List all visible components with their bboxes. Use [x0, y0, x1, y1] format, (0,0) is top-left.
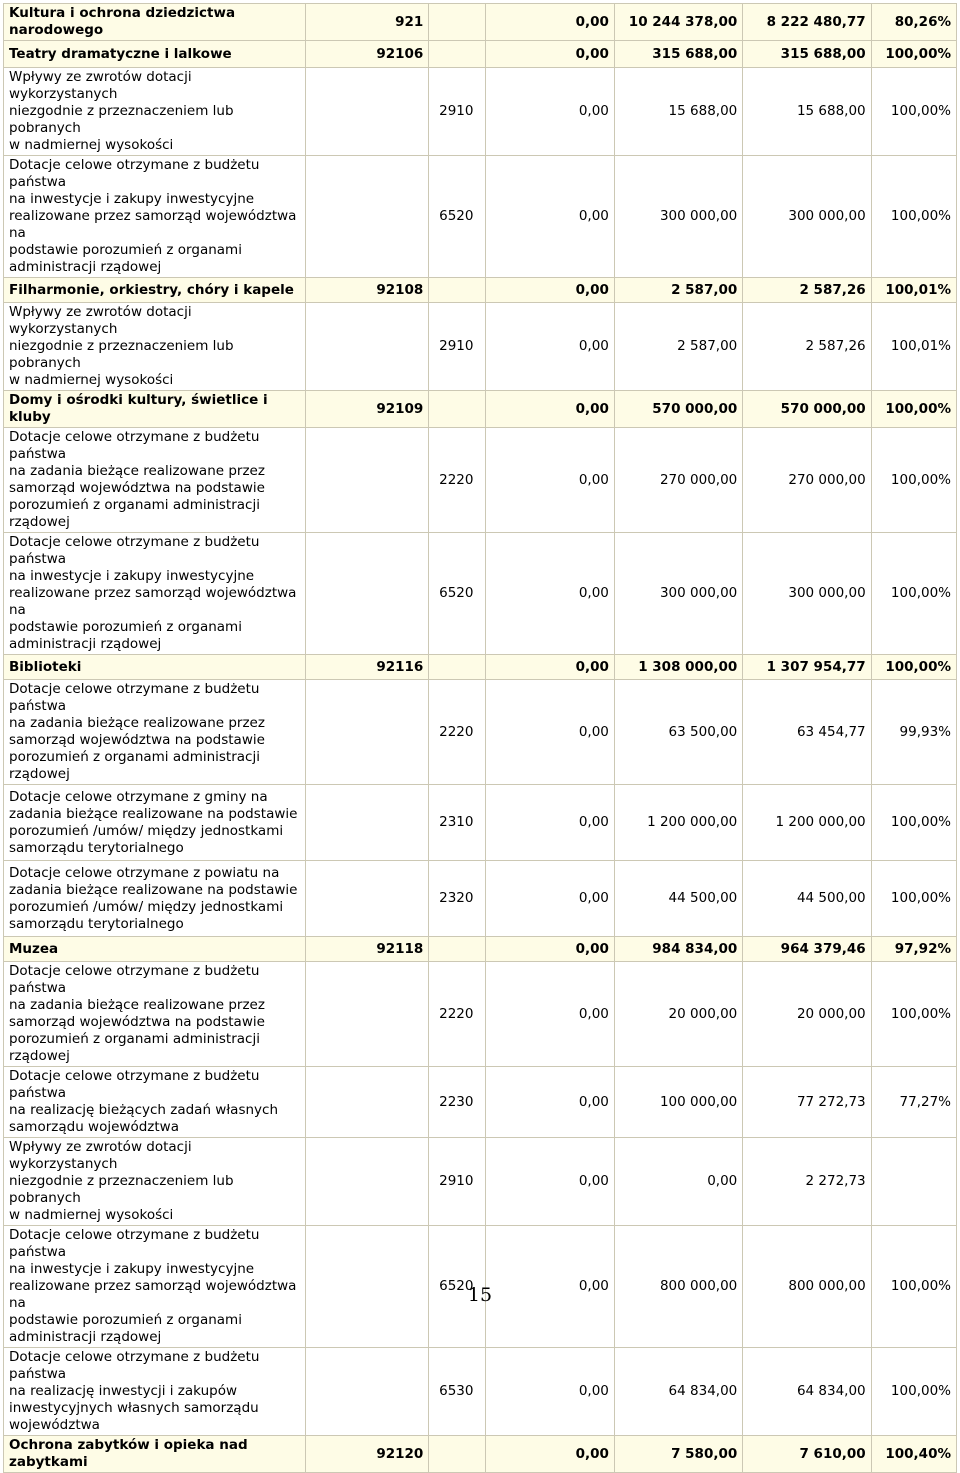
- chapter-row: [4, 655, 957, 680]
- percent-cell: [871, 1138, 956, 1226]
- description-cell: Dotacje celowe otrzymane z budżetu państwa na inwestycje i zakupy inwestycyjne realizowane przez samorząd województwa na podstawie porozumień z organami administracji rządowej: [4, 1226, 306, 1348]
- description-cell: Dotacje celowe otrzymane z budżetu państwa na realizację bieżących zadań własnych samorządu województwa: [4, 1067, 306, 1138]
- percent-cell: 100,00%: [871, 1226, 956, 1348]
- paragraph-cell: 2220: [429, 962, 486, 1067]
- amount-cell: 0,00: [486, 937, 614, 962]
- description-cell: Wpływy ze zwrotów dotacji wykorzystanych niezgodnie z przeznaczeniem lub pobranych w nadmiernej wysokości: [4, 68, 306, 156]
- paragraph-row: [4, 785, 957, 861]
- percent-cell: 100,00%: [871, 1348, 956, 1436]
- percent-cell: 80,26%: [871, 4, 956, 41]
- paragraph-cell: [429, 937, 486, 962]
- paragraph-cell: [429, 41, 486, 68]
- plan-cell: 20 000,00: [614, 962, 742, 1067]
- percent-cell: 100,00%: [871, 785, 956, 861]
- chapter-row: [4, 391, 957, 428]
- plan-cell: 64 834,00: [614, 1348, 742, 1436]
- paragraph-row: [4, 303, 957, 391]
- code-cell: [305, 428, 428, 533]
- plan-cell: 7 580,00: [614, 1436, 742, 1473]
- paragraph-cell: 2310: [429, 785, 486, 861]
- description-cell: Biblioteki: [4, 655, 306, 680]
- execution-cell: 800 000,00: [743, 1226, 871, 1348]
- paragraph-row: [4, 1138, 957, 1226]
- plan-cell: 2 587,00: [614, 278, 742, 303]
- code-cell: [305, 68, 428, 156]
- paragraph-cell: 2320: [429, 861, 486, 937]
- paragraph-cell: 2910: [429, 68, 486, 156]
- plan-cell: 0,00: [614, 1138, 742, 1226]
- execution-cell: 44 500,00: [743, 861, 871, 937]
- paragraph-row: [4, 1067, 957, 1138]
- amount-cell: 0,00: [486, 785, 614, 861]
- budget-table: [3, 3, 957, 1473]
- paragraph-row: [4, 68, 957, 156]
- paragraph-row: [4, 156, 957, 278]
- amount-cell: 0,00: [486, 278, 614, 303]
- amount-cell: 0,00: [486, 428, 614, 533]
- description-cell: Dotacje celowe otrzymane z powiatu na zadania bieżące realizowane na podstawie porozumień /umów/ między jednostkami samorządu terytorialnego: [4, 861, 306, 937]
- percent-cell: 100,01%: [871, 278, 956, 303]
- page-number: 15: [467, 1284, 493, 1306]
- paragraph-row: [4, 533, 957, 655]
- paragraph-cell: 2220: [429, 428, 486, 533]
- paragraph-cell: 6530: [429, 1348, 486, 1436]
- code-cell: 92118: [305, 937, 428, 962]
- paragraph-row: [4, 962, 957, 1067]
- description-cell: Dotacje celowe otrzymane z budżetu państwa na inwestycje i zakupy inwestycyjne realizowane przez samorząd województwa na podstawie porozumień z organami administracji rządowej: [4, 156, 306, 278]
- plan-cell: 300 000,00: [614, 156, 742, 278]
- paragraph-row: [4, 428, 957, 533]
- paragraph-row: [4, 680, 957, 785]
- percent-cell: 100,00%: [871, 391, 956, 428]
- description-cell: Dotacje celowe otrzymane z budżetu państwa na inwestycje i zakupy inwestycyjne realizowane przez samorząd województwa na podstawie porozumień z organami administracji rządowej: [4, 533, 306, 655]
- execution-cell: 15 688,00: [743, 68, 871, 156]
- plan-cell: 44 500,00: [614, 861, 742, 937]
- execution-cell: 2 587,26: [743, 278, 871, 303]
- description-cell: Dotacje celowe otrzymane z gminy na zadania bieżące realizowane na podstawie porozumień /umów/ między jednostkami samorządu terytorialnego: [4, 785, 306, 861]
- paragraph-cell: 2230: [429, 1067, 486, 1138]
- description-cell: Dotacje celowe otrzymane z budżetu państwa na zadania bieżące realizowane przez samorząd województwa na podstawie porozumień z organami administracji rządowej: [4, 428, 306, 533]
- execution-cell: 315 688,00: [743, 41, 871, 68]
- table-body: [4, 4, 957, 1473]
- code-cell: 92116: [305, 655, 428, 680]
- paragraph-cell: [429, 391, 486, 428]
- description-cell: Ochrona zabytków i opieka nad zabytkami: [4, 1436, 306, 1473]
- code-cell: 921: [305, 4, 428, 41]
- description-cell: Kultura i ochrona dziedzictwa narodowego: [4, 4, 306, 41]
- execution-cell: 7 610,00: [743, 1436, 871, 1473]
- percent-cell: 100,00%: [871, 655, 956, 680]
- description-cell: Wpływy ze zwrotów dotacji wykorzystanych niezgodnie z przeznaczeniem lub pobranych w nadmiernej wysokości: [4, 303, 306, 391]
- chapter-row: [4, 41, 957, 68]
- code-cell: [305, 533, 428, 655]
- plan-cell: 570 000,00: [614, 391, 742, 428]
- plan-cell: 1 308 000,00: [614, 655, 742, 680]
- percent-cell: 100,00%: [871, 428, 956, 533]
- chapter-row: [4, 937, 957, 962]
- chapter-row: [4, 278, 957, 303]
- execution-cell: 1 200 000,00: [743, 785, 871, 861]
- percent-cell: 77,27%: [871, 1067, 956, 1138]
- percent-cell: 100,00%: [871, 962, 956, 1067]
- paragraph-cell: 2220: [429, 680, 486, 785]
- paragraph-row: [4, 861, 957, 937]
- plan-cell: 10 244 378,00: [614, 4, 742, 41]
- paragraph-cell: [429, 278, 486, 303]
- amount-cell: 0,00: [486, 680, 614, 785]
- paragraph-cell: [429, 655, 486, 680]
- percent-cell: 100,00%: [871, 156, 956, 278]
- percent-cell: 100,00%: [871, 861, 956, 937]
- amount-cell: 0,00: [486, 303, 614, 391]
- code-cell: [305, 1138, 428, 1226]
- percent-cell: 99,93%: [871, 680, 956, 785]
- plan-cell: 63 500,00: [614, 680, 742, 785]
- code-cell: [305, 1348, 428, 1436]
- paragraph-cell: 6520: [429, 156, 486, 278]
- execution-cell: 300 000,00: [743, 533, 871, 655]
- code-cell: 92108: [305, 278, 428, 303]
- plan-cell: 800 000,00: [614, 1226, 742, 1348]
- section-row: [4, 4, 957, 41]
- paragraph-cell: 2910: [429, 303, 486, 391]
- description-cell: Dotacje celowe otrzymane z budżetu państwa na zadania bieżące realizowane przez samorząd województwa na podstawie porozumień z organami administracji rządowej: [4, 680, 306, 785]
- execution-cell: 2 272,73: [743, 1138, 871, 1226]
- percent-cell: 97,92%: [871, 937, 956, 962]
- execution-cell: 63 454,77: [743, 680, 871, 785]
- code-cell: [305, 785, 428, 861]
- description-cell: Domy i ośrodki kultury, świetlice i kluby: [4, 391, 306, 428]
- amount-cell: 0,00: [486, 655, 614, 680]
- code-cell: 92120: [305, 1436, 428, 1473]
- plan-cell: 984 834,00: [614, 937, 742, 962]
- amount-cell: 0,00: [486, 1067, 614, 1138]
- plan-cell: 100 000,00: [614, 1067, 742, 1138]
- plan-cell: 1 200 000,00: [614, 785, 742, 861]
- description-cell: Wpływy ze zwrotów dotacji wykorzystanych niezgodnie z przeznaczeniem lub pobranych w nadmiernej wysokości: [4, 1138, 306, 1226]
- amount-cell: 0,00: [486, 1436, 614, 1473]
- amount-cell: 0,00: [486, 1226, 614, 1348]
- plan-cell: 2 587,00: [614, 303, 742, 391]
- code-cell: [305, 1067, 428, 1138]
- paragraph-cell: 2910: [429, 1138, 486, 1226]
- execution-cell: 300 000,00: [743, 156, 871, 278]
- execution-cell: 964 379,46: [743, 937, 871, 962]
- chapter-row: [4, 1436, 957, 1473]
- execution-cell: 8 222 480,77: [743, 4, 871, 41]
- percent-cell: 100,01%: [871, 303, 956, 391]
- code-cell: 92109: [305, 391, 428, 428]
- amount-cell: 0,00: [486, 1348, 614, 1436]
- amount-cell: 0,00: [486, 4, 614, 41]
- plan-cell: 270 000,00: [614, 428, 742, 533]
- description-cell: Dotacje celowe otrzymane z budżetu państwa na realizację inwestycji i zakupów inwestycyjnych własnych samorządu województwa: [4, 1348, 306, 1436]
- paragraph-cell: 6520: [429, 1226, 486, 1348]
- execution-cell: 270 000,00: [743, 428, 871, 533]
- description-cell: Teatry dramatyczne i lalkowe: [4, 41, 306, 68]
- paragraph-cell: [429, 4, 486, 41]
- execution-cell: 77 272,73: [743, 1067, 871, 1138]
- amount-cell: 0,00: [486, 68, 614, 156]
- code-cell: [305, 680, 428, 785]
- code-cell: [305, 303, 428, 391]
- code-cell: [305, 156, 428, 278]
- execution-cell: 64 834,00: [743, 1348, 871, 1436]
- plan-cell: 315 688,00: [614, 41, 742, 68]
- amount-cell: 0,00: [486, 391, 614, 428]
- amount-cell: 0,00: [486, 962, 614, 1067]
- description-cell: Muzea: [4, 937, 306, 962]
- paragraph-row: [4, 1348, 957, 1436]
- plan-cell: 15 688,00: [614, 68, 742, 156]
- code-cell: [305, 861, 428, 937]
- code-cell: 92106: [305, 41, 428, 68]
- amount-cell: 0,00: [486, 533, 614, 655]
- code-cell: [305, 962, 428, 1067]
- amount-cell: 0,00: [486, 41, 614, 68]
- description-cell: Filharmonie, orkiestry, chóry i kapele: [4, 278, 306, 303]
- amount-cell: 0,00: [486, 1138, 614, 1226]
- amount-cell: 0,00: [486, 156, 614, 278]
- execution-cell: 2 587,26: [743, 303, 871, 391]
- paragraph-cell: 6520: [429, 533, 486, 655]
- plan-cell: 300 000,00: [614, 533, 742, 655]
- percent-cell: 100,00%: [871, 533, 956, 655]
- percent-cell: 100,00%: [871, 68, 956, 156]
- execution-cell: 20 000,00: [743, 962, 871, 1067]
- amount-cell: 0,00: [486, 861, 614, 937]
- percent-cell: 100,00%: [871, 41, 956, 68]
- execution-cell: 570 000,00: [743, 391, 871, 428]
- percent-cell: 100,40%: [871, 1436, 956, 1473]
- paragraph-cell: [429, 1436, 486, 1473]
- description-cell: Dotacje celowe otrzymane z budżetu państwa na zadania bieżące realizowane przez samorząd województwa na podstawie porozumień z organami administracji rządowej: [4, 962, 306, 1067]
- execution-cell: 1 307 954,77: [743, 655, 871, 680]
